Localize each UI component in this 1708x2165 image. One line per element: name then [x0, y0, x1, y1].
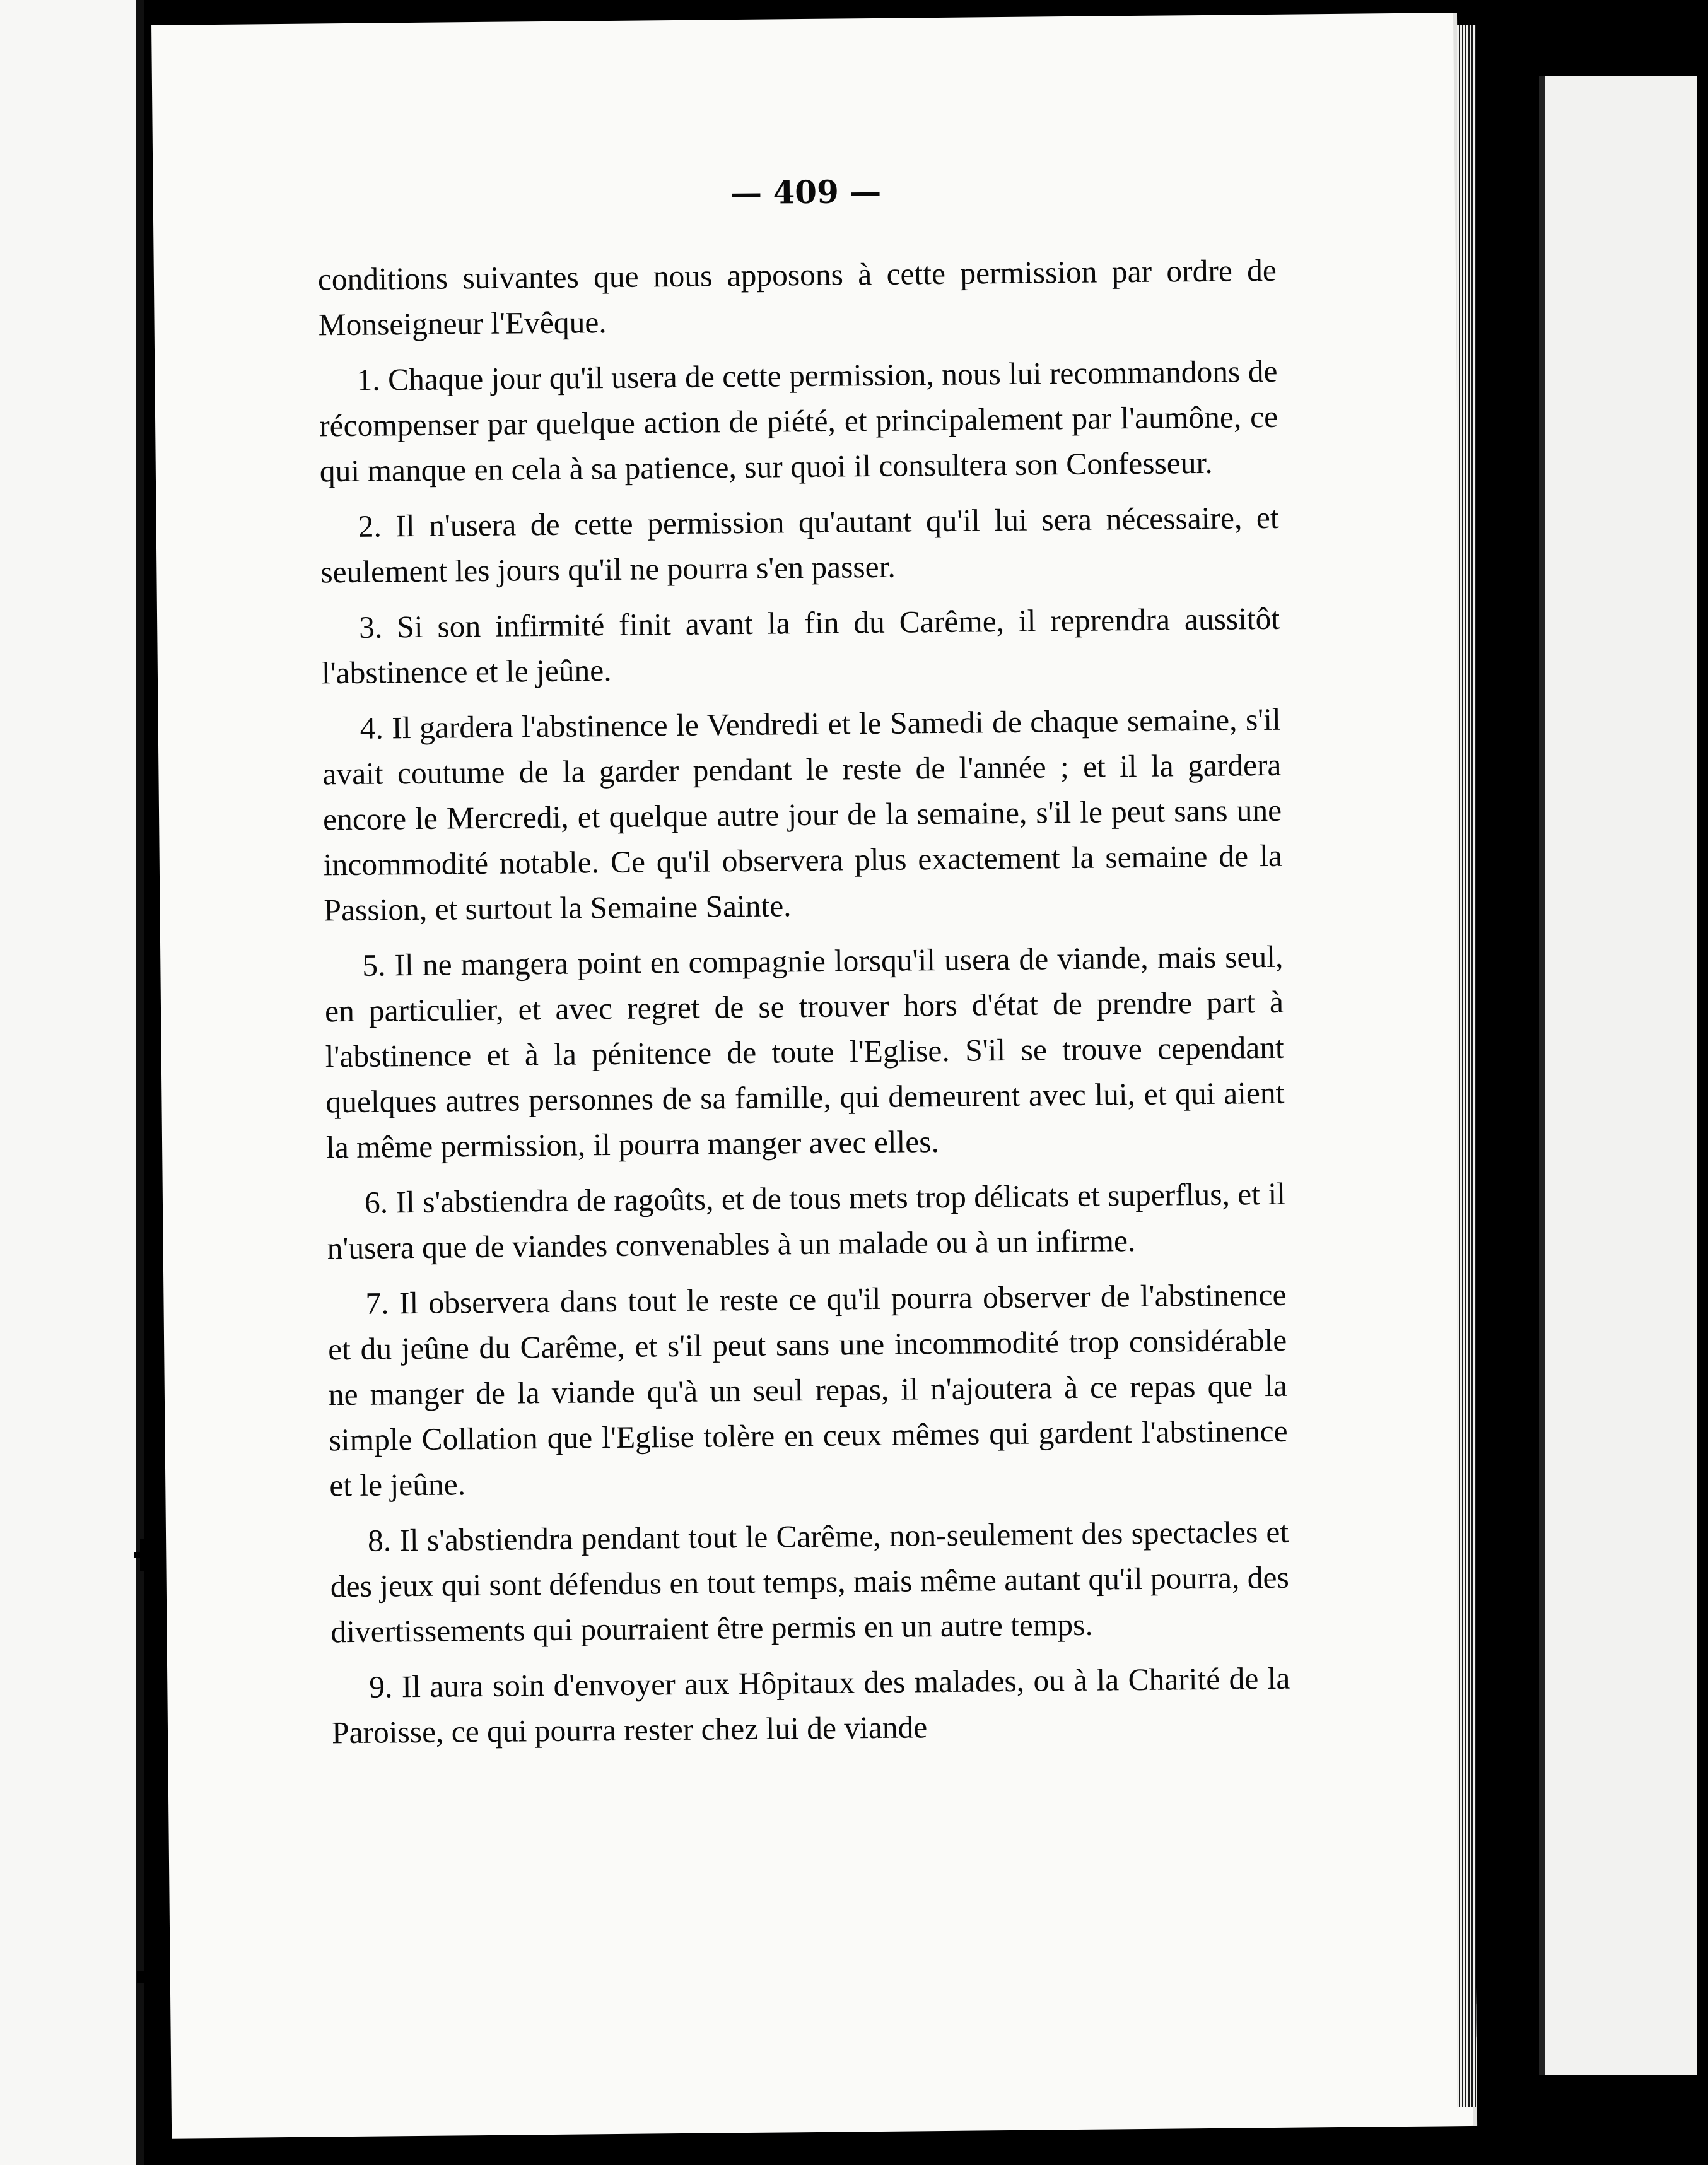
page-number: — 409 — — [730, 172, 882, 212]
book-page — [151, 13, 1477, 2139]
page-stack-edges — [1457, 25, 1476, 2107]
paragraph-item-8: 8. Il s'abstiendra pendant tout le Carême, non-seulement des spectacles et des jeux qui sont défendus en tout temps, mais même autant qu'il pourra, des divertissements qui pourraient être permis en un autre temps. — [330, 1514, 1290, 1650]
paragraph-item-1: 1. Chaque jour qu'il usera de cette permission, nous lui recommandons de récompenser par quelque action de piété, et principalement par l'aumône, ce qui manque en cela à sa patience, sur quoi il consultera son Confesseur. — [319, 353, 1278, 489]
paragraph-item-7: 7. Il observera dans tout le reste ce qu'il pourra observer de l'abstinence et du jeûne du Carême, et s'il peut sans une incommodité trop considérable ne manger de la viande qu'à un seul repas, il n'ajoutera à ce repas que la simple Collation que l'Eglise tolère en ceux mêmes qui gardent l'abstinence et le jeûne. — [327, 1277, 1288, 1503]
paragraph-item-2: 2. Il n'usera de cette permission qu'autant qu'il lui sera nécessaire, et seulement les jours qu'il ne pourra s'en passer. — [320, 500, 1279, 590]
facing-page-edge — [0, 0, 144, 2165]
paragraph-intro: conditions suivantes que nous apposons à cette permission par ordre de Monseigneur l'Evêque. — [317, 252, 1277, 343]
body-text — [318, 248, 1291, 1766]
paragraph-item-6: 6. Il s'abstiendra de ragoûts, et de tous mets trop délicats et superflus, et il n'usera que de viandes convenables à un malade ou à un infirme. — [327, 1176, 1286, 1266]
paragraph-item-5: 5. Il ne mangera point en compagnie lorsqu'il usera de viande, mais seul, en particulier, et avec regret de se trouver hors d'état de prendre part à l'abstinence et à la pénitence de toute l'Eglise. S'il se trouve cependant quelques autres personnes de sa famille, qui demeurent avec lui, et qui aient la même permission, il pourra manger avec elles. — [324, 939, 1285, 1165]
paragraph-item-4: 4. Il gardera l'abstinence le Vendredi et le Samedi de chaque semaine, s'il avait coutume de la garder pendant le reste de l'année ; et il la gardera encore le Mercredi, et quelque autre jour de la semaine, s'il le peut sans une incommodité notable. Ce qu'il observera plus exactement la semaine de la Passion, et surtout la Semaine Sainte. — [322, 701, 1283, 928]
binding-dot-mark — [137, 1971, 146, 1983]
paragraph-item-3: 3. Si son infirmité finit avant la fin du Carême, il reprendra aussitôt l'abstinence et le jeûne. — [321, 601, 1280, 691]
binding-tick-mark — [140, 1539, 146, 1571]
binding-board — [1539, 76, 1697, 2075]
paragraph-item-9: 9. Il aura soin d'envoyer aux Hôpitaux des malades, ou à la Charité de la Paroisse, ce qui pourra rester chez lui de viande — [331, 1660, 1290, 1751]
